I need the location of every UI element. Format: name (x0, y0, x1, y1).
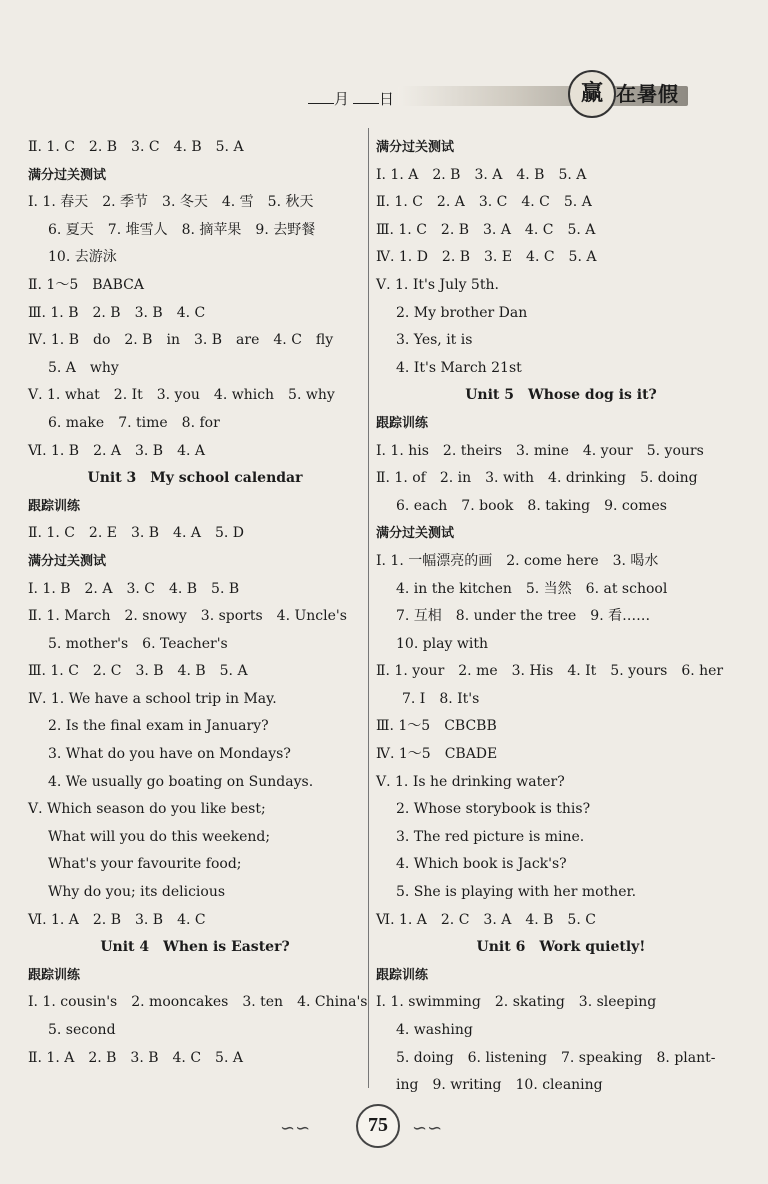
answer-line: Ⅲ. 1～5 CBCBB (376, 718, 497, 735)
answer-line: 6. make 7. time 8. for (48, 414, 220, 431)
answer-line: 7. I 8. It's (402, 690, 480, 707)
answer-line: Ⅲ. 1. C 2. B 3. A 4. C 5. A (376, 221, 596, 238)
answer-line: Ⅰ. 1. swimming 2. skating 3. sleeping (376, 994, 657, 1011)
month-label: 月 (334, 92, 350, 108)
right-column (376, 134, 746, 1100)
answer-line: 6. each 7. book 8. taking 9. comes (396, 497, 667, 514)
answer-line: Ⅴ. Which season do you like best; (28, 801, 266, 818)
answer-line: 2. Whose storybook is this? (396, 801, 591, 818)
answer-line: Ⅵ. 1. B 2. A 3. B 4. A (28, 442, 206, 459)
answer-line: 5. second (48, 1022, 116, 1038)
answer-line: Ⅰ. 1. A 2. B 3. A 4. B 5. A (376, 166, 587, 183)
answer-line: 10. 去游泳 (48, 249, 117, 266)
answer-line: Ⅱ. 1. your 2. me 3. His 4. It 5. yours 6. her (376, 663, 724, 680)
unit-title: Unit 6 Work quietly! (476, 939, 646, 956)
unit-title: Unit 4 When is Easter? (100, 939, 290, 956)
answer-line: 6. 夏天 7. 堆雪人 8. 摘苹果 9. 去野餐 (48, 221, 316, 238)
answer-line: Ⅳ. 1. B do 2. B in 3. B are 4. C fly (28, 332, 334, 349)
section-heading: 跟踪训练 (28, 498, 81, 514)
header-badge-text: 在暑假 (616, 82, 679, 106)
page-number: 75 (356, 1104, 400, 1148)
answer-line: Ⅳ. 1. We have a school trip in May. (28, 690, 277, 707)
answer-line: Ⅴ. 1. Is he drinking water? (376, 773, 565, 790)
answer-line: 7. 互相 8. under the tree 9. 看…… (396, 608, 651, 625)
answer-line: 4. washing (396, 1022, 473, 1038)
section-heading: 跟踪训练 (376, 967, 429, 983)
column-divider (368, 128, 369, 1088)
left-column (28, 134, 368, 1072)
date-line (308, 88, 394, 109)
answer-line: Ⅰ. 1. 春天 2. 季节 3. 冬天 4. 雪 5. 秋天 (28, 194, 314, 211)
answer-line: 4. It's March 21st (396, 359, 522, 376)
section-heading: 满分过关测试 (28, 167, 107, 183)
ornament-left-icon: ∽∽ (280, 1118, 311, 1139)
answer-line: ing 9. writing 10. cleaning (396, 1077, 603, 1094)
answer-line: 4. We usually go boating on Sundays. (48, 773, 314, 790)
answer-line: Ⅳ. 1～5 CBADE (376, 746, 498, 763)
answer-line: Ⅲ. 1. C 2. C 3. B 4. B 5. A (28, 663, 248, 680)
answer-line: 2. My brother Dan (396, 304, 528, 321)
answer-line: Ⅲ. 1. B 2. B 3. B 4. C (28, 304, 206, 321)
section-heading: 跟踪训练 (376, 415, 429, 431)
answer-line: 2. Is the final exam in January? (48, 718, 269, 735)
answer-line: 3. Yes, it is (396, 332, 473, 349)
answer-line: Ⅱ. 1. A 2. B 3. B 4. C 5. A (28, 1049, 243, 1066)
answer-line: Ⅱ. 1～5 BABCA (28, 276, 144, 293)
answer-line: Ⅵ. 1. A 2. B 3. B 4. C (28, 911, 206, 928)
answer-line: Ⅱ. 1. March 2. snowy 3. sports 4. Uncle's (28, 608, 347, 625)
section-heading: 满分过关测试 (28, 553, 107, 569)
answer-line: Ⅱ. 1. of 2. in 3. with 4. drinking 5. doing (376, 470, 698, 487)
ornament-right-icon: ∽∽ (412, 1118, 443, 1139)
day-label: 日 (379, 92, 395, 108)
answer-line: Ⅰ. 1. 一幅漂亮的画 2. come here 3. 喝水 (376, 552, 659, 569)
answer-line: 5. A why (48, 359, 119, 376)
answer-line: Ⅱ. 1. C 2. E 3. B 4. A 5. D (28, 525, 245, 542)
section-heading: 满分过关测试 (376, 140, 455, 155)
answer-line: 3. The red picture is mine. (396, 828, 585, 845)
answer-line: Ⅱ. 1. C 2. A 3. C 4. C 5. A (376, 194, 592, 211)
answer-line: Ⅰ. 1. cousin's 2. mooncakes 3. ten 4. China's (28, 994, 368, 1011)
answer-line: Ⅰ. 1. B 2. A 3. C 4. B 5. B (28, 580, 240, 597)
answer-line: 4. in the kitchen 5. 当然 6. at school (396, 580, 668, 597)
answer-line: 5. She is playing with her mother. (396, 884, 637, 901)
answer-line: 5. doing 6. listening 7. speaking 8. plant- (396, 1049, 716, 1066)
answer-line: Ⅱ. 1. C 2. B 3. C 4. B 5. A (28, 139, 244, 155)
section-heading: 满分过关测试 (376, 526, 455, 542)
answer-line: 3. What do you have on Mondays? (48, 746, 291, 763)
unit-title: Unit 5 Whose dog is it? (465, 387, 657, 404)
answer-line: Ⅴ. 1. what 2. It 3. you 4. which 5. why (28, 387, 335, 404)
answer-line: 4. Which book is Jack's? (396, 856, 567, 873)
page-footer (280, 1104, 470, 1144)
answer-line: Ⅵ. 1. A 2. C 3. A 4. B 5. C (376, 911, 596, 928)
unit-title: Unit 3 My school calendar (87, 470, 303, 487)
answer-line: What's your favourite food; (48, 856, 242, 873)
answer-line: What will you do this weekend; (48, 828, 271, 845)
answer-line: Ⅴ. 1. It's July 5th. (376, 276, 499, 293)
answer-line: Ⅳ. 1. D 2. B 3. E 4. C 5. A (376, 249, 597, 266)
header-badge: 赢 (568, 70, 616, 118)
answer-line: 10. play with (396, 635, 488, 652)
answer-line: 5. mother's 6. Teacher's (48, 635, 228, 652)
page-header (0, 0, 768, 130)
section-heading: 跟踪训练 (28, 967, 81, 983)
answer-line: Why do you; its delicious (48, 884, 226, 901)
answer-line: Ⅰ. 1. his 2. theirs 3. mine 4. your 5. yours (376, 442, 704, 459)
